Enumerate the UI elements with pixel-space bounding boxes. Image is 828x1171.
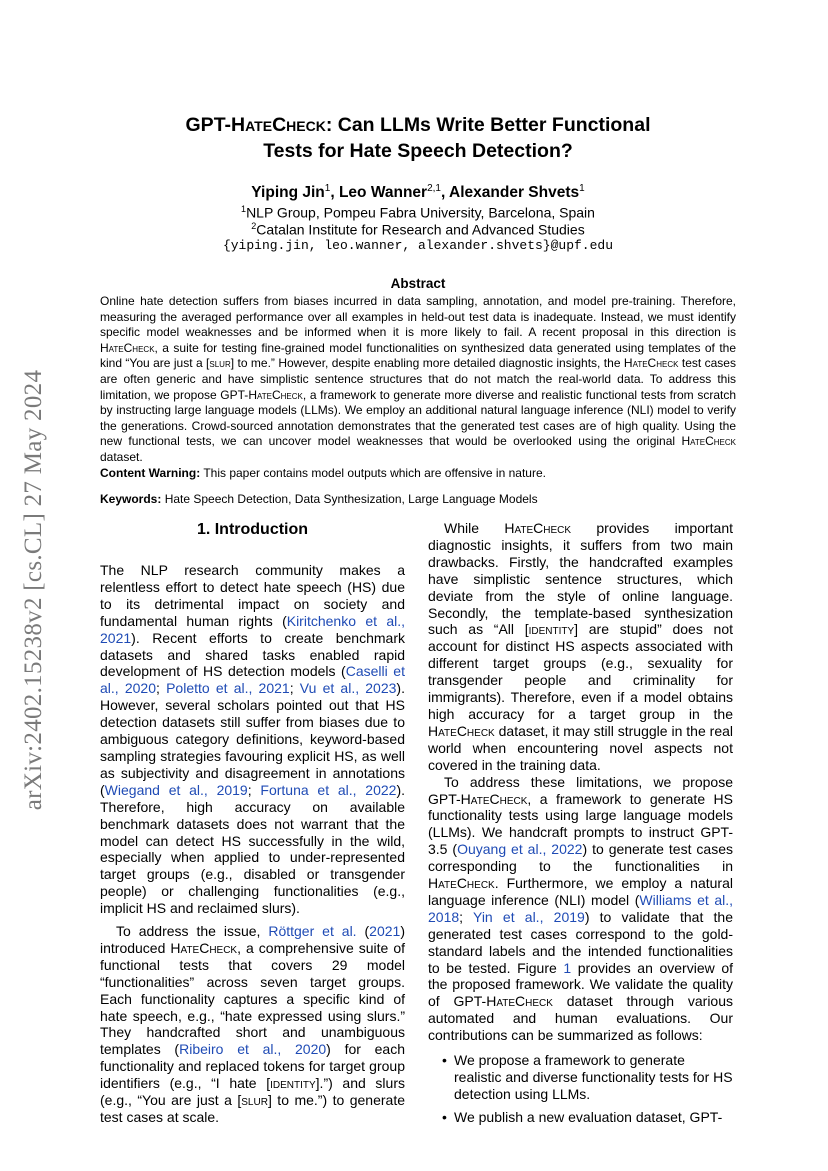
citation-link[interactable]: Röttger et al. — [268, 923, 357, 940]
author-list: Yiping Jin$^1$, Leo Wanner$^{2,1}$, Alexander Shvets$^1$ — [251, 183, 585, 202]
author-name: Yiping Jin — [251, 184, 325, 202]
citation-link[interactable]: Wiegand et al., 2019 — [104, 781, 248, 798]
abstract-heading: Abstract — [390, 276, 446, 291]
citation-link[interactable]: 2021 — [369, 923, 401, 940]
right-column — [428, 520, 733, 1132]
citation-link[interactable]: Fortuna et al., 2022 — [260, 781, 397, 798]
paragraph: While HateCheck provides important diagnostic insights, it suffers from two main drawbacks. Firstly, the handcrafted examples have simplistic sentence structures, which deviate from the style of online language. Secondly, the template-based synthesization such as “All [identity] are stupid” does not account for distinct HS aspects associated with different target groups (e.g., sexuality for transgender people and criminality for immigrants). Therefore, even if a model obtains high accuracy for a target group in the HateCheck dataset, it may still struggle in the real world when encountering novel aspects not covered in the training data. — [428, 520, 733, 773]
citation-link[interactable]: Kiritchenko et al., 2021 — [100, 612, 405, 646]
paragraph: To address these limitations, we propose GPT-HateCheck, a framework to generate HS functionality tests using large language models (LLMs). We handcraft prompts to instruct GPT-3.5 (Ouyang et al., 2022) to generate test cases corresponding to the functionalities in HateCheck. Furthermore, we employ a natural language inference (NLI) model (Williams et al., 2018; Yin et al., 2019) to validate that the generated test cases correspond to the gold-standard labels and the intended functionalities to be tested. Figure 1 provides an overview of the proposed framework. We validate the quality of GPT-HateCheck dataset through various automated and human evaluations. Our contributions can be summarized as follows: — [428, 773, 734, 1044]
left-column — [100, 520, 405, 1126]
bullet-icon: • — [442, 1108, 447, 1125]
paragraph: To address the issue, Röttger et al. (2021) introduced HateCheck, a comprehensive suite of functional tests that covers 29 model “functionalities” across seven target groups. Each functionality captures a specific kind of hate speech, e.g., “hate expressed using slurs.” They handcrafted short and unambiguous templates (Ribeiro et al., 2020) for each functionality and replaced tokens for target group identifiers (e.g., “I hate [identity].”) and slurs (e.g., “You are just a [slur] to me.”) to generate test cases at scale. — [100, 923, 406, 1125]
paper-title: GPT-HateCheck: Can LLMs Write Better Functional Tests for Hate Speech Detection? — [185, 114, 651, 162]
citation-link[interactable]: Caselli et al., 2020 — [100, 663, 405, 697]
citation-link[interactable]: Ribeiro et al., 2020 — [179, 1041, 327, 1058]
citation-link[interactable]: Williams et al., 2018 — [428, 891, 734, 925]
section-heading: 1. Introduction — [196, 521, 309, 538]
paragraph: The NLP research community makes a relentless effort to detect hate speech (HS) due to its detrimental impact on society and fundamental human rights (Kiritchenko et al., 2021). Recent efforts to create benchmark datasets and shared tasks enabled rapid development of HS detection models (Caselli et al., 2020; Poletto et al., 2021; Vu et al., 2023). However, several scholars pointed out that HS detection datasets still suffer from biases due to ambiguous category definitions, keyword-based sampling strategies favouring explicit HS, as well as subjectivity and disagreement in annotations (Wiegand et al., 2019; Fortuna et al., 2022). Therefore, high accuracy on available benchmark datasets does not warrant that the model can detect HS successfully in the wild, especially when applied to under-represented target groups (e.g., disabled or transgender people) or challenging functionalities (e.g., implicit HS and reclaimed slurs). — [100, 562, 406, 917]
content-warning: Content Warning: This paper contains model outputs which are offensive in nature. — [100, 465, 546, 480]
author-name: Leo Wanner — [338, 184, 428, 202]
author-email[interactable]: {yiping.jin, leo.wanner, alexander.shvets}@upf.edu — [222, 238, 614, 253]
keywords: Keywords: Hate Speech Detection, Data Synthesization, Large Language Models — [100, 492, 538, 506]
citation-link[interactable]: Poletto et al., 2021 — [166, 680, 290, 697]
abstract-text: Online hate detection suffers from biases incurred in data sampling, annotation, and model pre-training. Therefore, measuring the averaged performance over all examples in held-out test data is inadequate. Instead, we must identify specific model weaknesses and be informed when it is more likely to fail. A recent proposal in this direction is HateCheck, a suite for testing fine-grained model functionalities on synthesized data generated using templates of the kind “You are just a [slur] to me.” However, despite enabling more detailed diagnostic insights, the HateCheck test cases are often generic and have simplistic sentence structures that do not match the real-world data. To address this limitation, we propose GPT-HateCheck, a framework to generate more diverse and realistic functional tests from scratch by instructing large language models (LLMs). We employ an additional natural language inference (NLI) model to verify the generations. Crowd-sourced annotation demonstrates that the generated test cases are of high quality. Using the new functional tests, we can uncover model weaknesses that would be overlooked using the original HateCheck dataset. Content Warning: This paper contains model outputs which are offensive in nature. — [100, 294, 736, 480]
list-item: • We publish a new evaluation dataset, GPT- — [442, 1108, 723, 1125]
citation-link[interactable]: Ouyang et al., 2022 — [457, 841, 583, 858]
citation-link[interactable]: Vu et al., 2023 — [299, 680, 397, 697]
contribution-list — [428, 1052, 733, 1126]
figure-link[interactable]: 1 — [563, 959, 572, 976]
list-item: • We propose a framework to generate realistic and diverse functionality tests for HS detection using LLMs. — [442, 1052, 733, 1102]
bullet-icon: • — [442, 1052, 447, 1069]
affiliation: $^1$NLP Group, Pompeu Fabra University, Barcelona, Spain — [241, 204, 595, 221]
citation-link[interactable]: Yin et al., 2019 — [473, 908, 585, 925]
author-name: Alexander Shvets — [449, 184, 580, 202]
arxiv-identifier: arXiv:2402.15238v2 [cs.CL] 27 May 2024 — [20, 369, 47, 811]
affiliation: $^2$Catalan Institute for Research and Advanced Studies — [251, 221, 585, 238]
